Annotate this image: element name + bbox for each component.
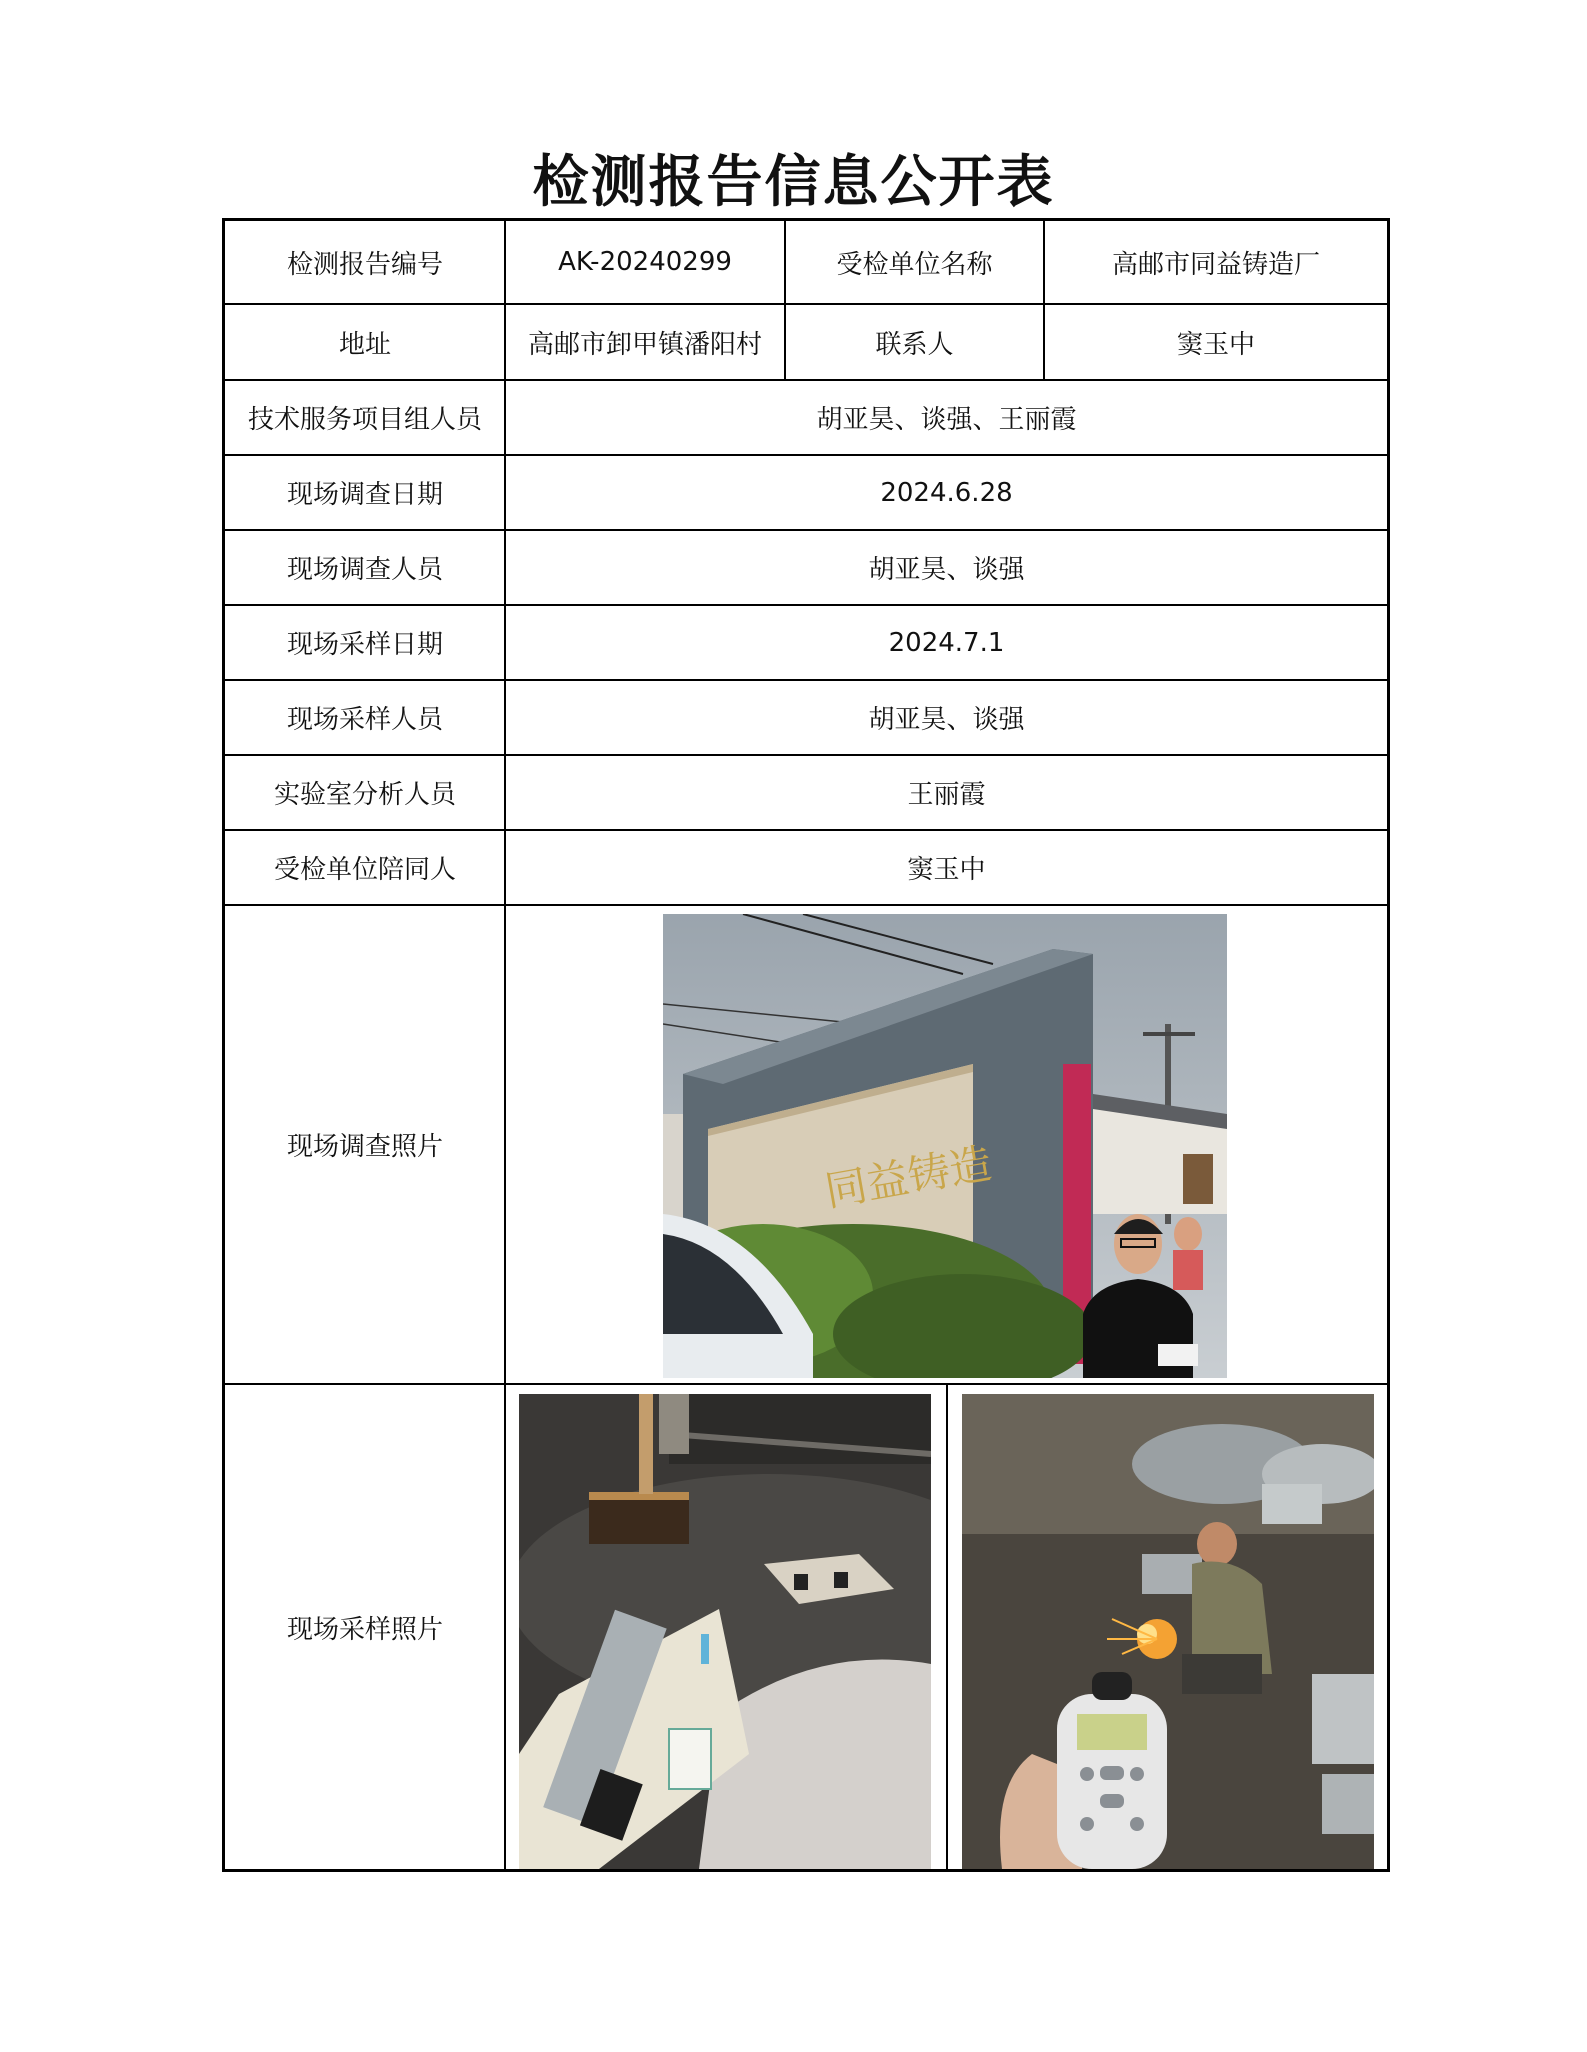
team-value: 胡亚昊、谈强、王丽霞	[816, 405, 1077, 435]
sampling-photo-2	[962, 1394, 1374, 1869]
report-no-value: AK-20240299	[558, 247, 732, 277]
sampling-photo-1	[519, 1394, 931, 1869]
escort-label: 受检单位陪同人	[273, 855, 456, 885]
report-no-label: 检测报告编号	[286, 249, 443, 280]
escort-value: 窦玉中	[907, 855, 986, 885]
survey-photo	[663, 914, 1227, 1378]
contact-value: 窦玉中	[1176, 329, 1255, 360]
lab-analyst-label: 实验室分析人员	[273, 780, 456, 810]
sampling-date-value: 2024.7.1	[888, 627, 1005, 658]
survey-date-value: 2024.6.28	[880, 477, 1013, 508]
page-title: 检测报告信息公开表	[532, 150, 1055, 215]
surveyors-label: 现场调查人员	[286, 555, 443, 585]
team-label: 技术服务项目组人员	[247, 405, 482, 435]
surveyors-value: 胡亚昊、谈强	[868, 555, 1025, 585]
address-value: 高邮市卸甲镇潘阳村	[527, 329, 762, 360]
unit-name-label: 受检单位名称	[836, 249, 993, 280]
unit-name-value: 高邮市同益铸造厂	[1111, 249, 1320, 280]
gate-sign-text: 同益铸造	[821, 1138, 996, 1216]
lab-analyst-value: 王丽霞	[907, 780, 986, 810]
address-label: 地址	[338, 329, 391, 360]
samplers-value: 胡亚昊、谈强	[868, 705, 1025, 735]
sampling-date-label: 现场采样日期	[286, 630, 443, 660]
samplers-label: 现场采样人员	[286, 705, 443, 735]
survey-photo-label: 现场调查照片	[286, 1132, 443, 1162]
sampling-photo-label: 现场采样照片	[286, 1614, 443, 1645]
contact-label: 联系人	[875, 329, 954, 360]
survey-date-label: 现场调查日期	[286, 480, 443, 510]
info-table	[222, 218, 1390, 1872]
